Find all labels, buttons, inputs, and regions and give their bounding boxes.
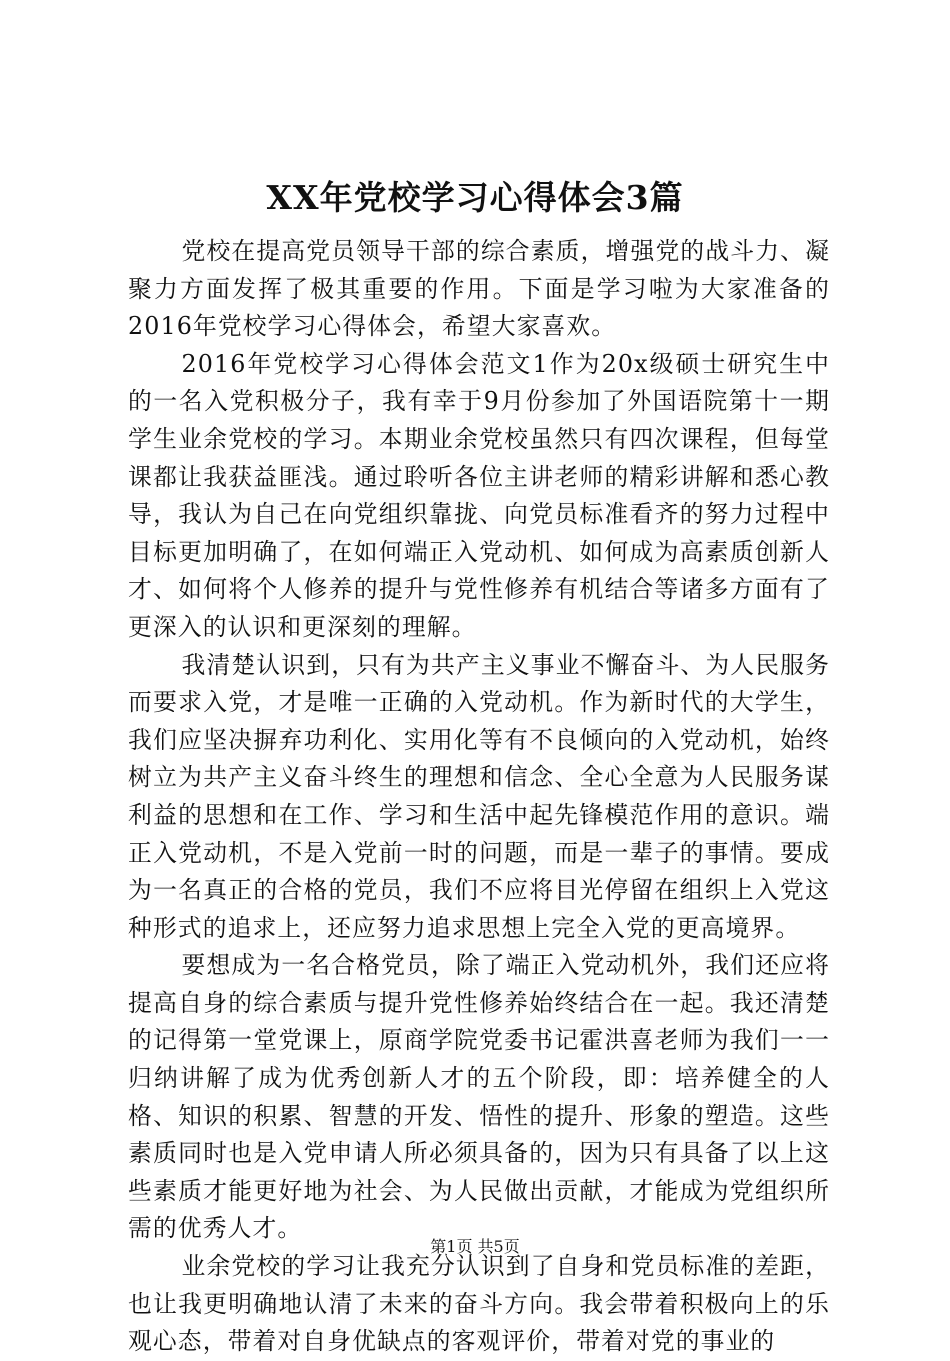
- document-title: XX年党校学习心得体会3篇: [266, 178, 684, 217]
- paragraph-intro: 党校在提高党员领导干部的综合素质，增强党的战斗力、凝聚力方面发挥了极其重要的作用。下面是学习啦为大家准备的2016年党校学习心得体会，希望大家喜欢。: [128, 237, 830, 341]
- paragraph-motivation: 我清楚认识到，只有为共产主义事业不懈奋斗、为人民服务而要求入党，才是唯一正确的入党动机。作为新时代的大学生，我们应坚决摒弃功利化、实用化等有不良倾向的入党动机，始终树立为共产主义奋斗终生的理想和信念、全心全意为人民服务谋利益的思想和在工作、学习和生活中起先锋模范作用的意识。端正入党动机，不是入党前一时的问题，而是一辈子的事情。要成为一名真正的合格的党员，我们不应将目光停留在组织上入党这种形式的追求上，还应努力追求思想上完全入党的更高境界。: [128, 650, 830, 942]
- paragraph-sample-one: 2016年党校学习心得体会范文1作为20x级硕士研究生中的一名入党积极分子，我有幸于9月份参加了外国语院第十一期学生业余党校的学习。本期业余党校虽然只有四次课程，但每堂课都让我获益匪浅。通过聆听各位主讲老师的精彩讲解和悉心教导，我认为自己在向党组织靠拢、向党员标准看齐的努力过程中目标更加明确了，在如何端正入党动机、如何成为高素质创新人才、如何将个人修养的提升与党性修养有机结合等诸多方面有了更深入的认识和更深刻的理解。: [128, 349, 830, 641]
- page-number-footer: 第1页 共5页: [430, 1237, 520, 1256]
- paragraph-reflection: 业余党校的学习让我充分认识到了自身和党员标准的差距，也让我更明确地认清了未来的奋斗方向。我会带着积极向上的乐观心态，带着对自身优缺点的客观评价，带着对党的事业的: [128, 1252, 830, 1356]
- document-body: [128, 233, 830, 1361]
- paragraph-qualified-member: 要想成为一名合格党员，除了端正入党动机外，我们还应将提高自身的综合素质与提升党性修养始终结合在一起。我还清楚的记得第一堂党课上，原商学院党委书记霍洪喜老师为我们一一归纳讲解了成为优秀创新人才的五个阶段，即：培养健全的人格、知识的积累、智慧的开发、悟性的提升、形象的塑造。这些素质同时也是入党申请人所必须具备的，因为只有具备了以上这些素质才能更好地为社会、为人民做出贡献，才能成为党组织所需的优秀人才。: [128, 951, 830, 1243]
